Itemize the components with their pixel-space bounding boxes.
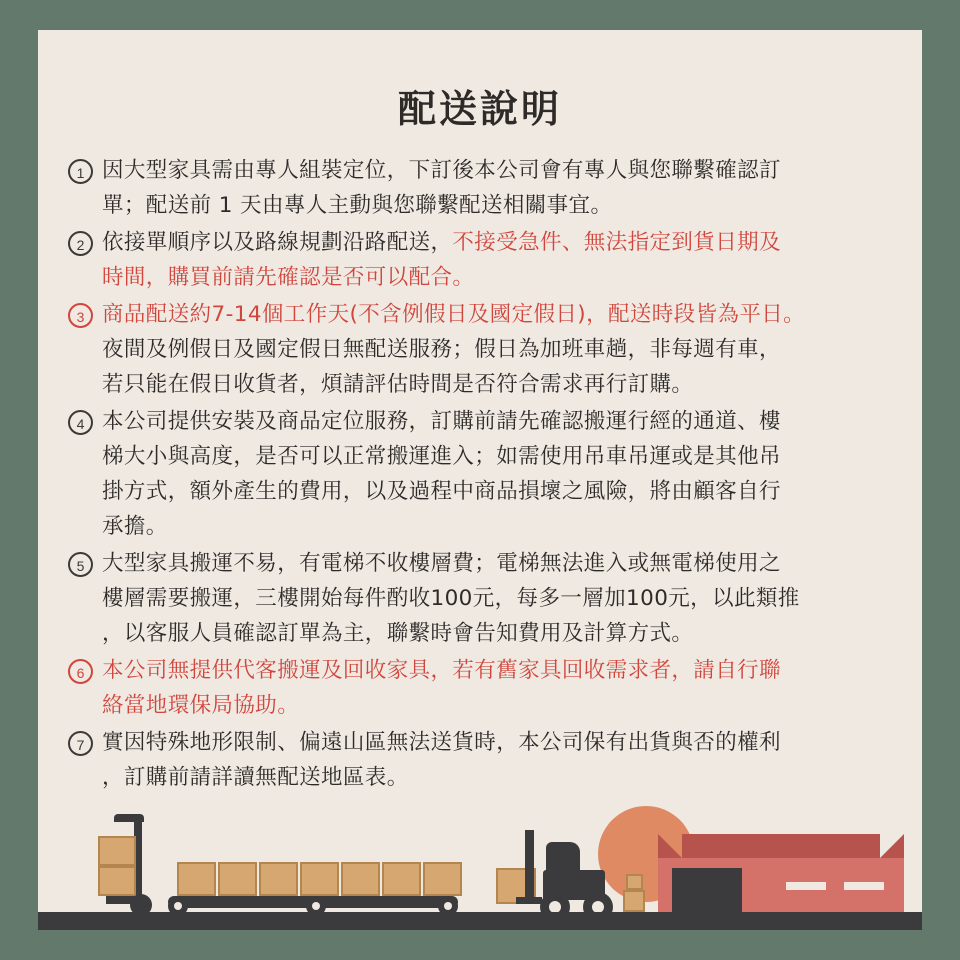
delivery-term-text (102, 725, 781, 795)
warehouse-window-icon (786, 882, 826, 890)
page-title: 配送說明 (397, 87, 562, 131)
cardboard-box-icon (218, 862, 257, 896)
delivery-term-item (68, 297, 894, 402)
delivery-term-line (102, 332, 805, 367)
delivery-term-text (102, 297, 805, 402)
delivery-term-item (68, 653, 894, 723)
delivery-term-line (102, 509, 781, 544)
cardboard-box-icon (382, 862, 421, 896)
delivery-term-item (68, 153, 894, 223)
delivery-term-line (102, 653, 781, 688)
delivery-info-card (38, 30, 922, 930)
forklift-cab-icon (546, 842, 580, 872)
warehouse-door-icon (672, 868, 742, 912)
delivery-terms-list (38, 153, 922, 795)
warehouse-roof-left-icon (658, 834, 682, 858)
delivery-term-line (102, 297, 805, 332)
delivery-term-line (102, 688, 781, 723)
list-number-badge: 6 (68, 659, 93, 684)
delivery-term-text (102, 546, 800, 651)
text-segment: ，訂購前請詳讀無配送地區表。 (102, 765, 409, 790)
text-segment: 承擔。 (102, 514, 168, 539)
text-segment: 時間，購買前請先確認是否可以配合。 (102, 265, 475, 290)
delivery-term-item (68, 225, 894, 295)
delivery-term-line (102, 616, 800, 651)
cardboard-box-icon (98, 836, 136, 866)
text-segment: 絡當地環保局協助。 (102, 693, 300, 718)
cardboard-box-icon (341, 862, 380, 896)
warehouse-roof-icon (682, 834, 880, 858)
text-segment: 依接單順序以及路線規劃沿路配送， (102, 230, 453, 255)
text-segment: 實因特殊地形限制、偏遠山區無法送貨時，本公司保有出貨與否的權利 (102, 730, 781, 755)
text-segment: 樓層需要搬運，三樓開始每件酌收100元，每多一層加100元，以此類推 (102, 586, 800, 611)
list-number-badge: 2 (68, 231, 93, 256)
text-segment: 因大型家具需由專人組裝定位，下訂後本公司會有專人與您聯繫確認訂 (102, 158, 781, 183)
delivery-term-line (102, 153, 781, 188)
cardboard-box-icon (300, 862, 339, 896)
delivery-term-line (102, 367, 805, 402)
delivery-term-line (102, 725, 781, 760)
text-segment: 掛方式，額外產生的費用，以及過程中商品損壞之風險，將由顧客自行 (102, 479, 781, 504)
cardboard-box-icon (623, 890, 645, 912)
forklift-fork-icon (516, 897, 542, 904)
text-segment: 夜間及例假日及國定假日無配送服務；假日為加班車趟，非每週有車， (102, 337, 781, 362)
delivery-term-line (102, 474, 781, 509)
warehouse-roof-right-icon (880, 834, 904, 858)
delivery-term-text (102, 404, 781, 544)
text-segment: 不接受急件、無法指定到貨日期及 (452, 230, 781, 255)
text-segment: 單；配送前 1 天由專人主動與您聯繫配送相關事宜。 (102, 193, 613, 218)
list-number-badge: 1 (68, 159, 93, 184)
delivery-term-line (102, 260, 781, 295)
cardboard-box-icon (423, 862, 462, 896)
warehouse-window-icon (844, 882, 884, 890)
list-number-badge: 3 (68, 303, 93, 328)
delivery-term-line (102, 581, 800, 616)
delivery-term-item (68, 546, 894, 651)
delivery-term-line (102, 404, 781, 439)
delivery-term-line (102, 188, 781, 223)
delivery-term-line (102, 225, 781, 260)
text-segment: 若只能在假日收貨者，煩請評估時間是否符合需求再行訂購。 (102, 372, 694, 397)
cardboard-box-icon (259, 862, 298, 896)
text-segment: 本公司提供安裝及商品定位服務，訂購前請先確認搬運行經的通道、樓 (102, 409, 781, 434)
cardboard-box-icon (626, 874, 643, 890)
list-number-badge: 5 (68, 552, 93, 577)
delivery-term-text (102, 653, 781, 723)
text-segment: 商品配送約7-14個工作天(不含例假日及國定假日)，配送時段皆為平日。 (102, 302, 806, 327)
delivery-term-text (102, 225, 781, 295)
text-segment: 大型家具搬運不易，有電梯不收樓層費；電梯無法進入或無電梯使用之 (102, 551, 781, 576)
delivery-term-line (102, 439, 781, 474)
text-segment: ，以客服人員確認訂單為主，聯繫時會告知費用及計算方式。 (102, 621, 694, 646)
text-segment: 本公司無提供代客搬運及回收家具，若有舊家具回收需求者，請自行聯 (102, 658, 781, 683)
cardboard-box-icon (177, 862, 216, 896)
delivery-term-text (102, 153, 781, 223)
ground-line (38, 912, 922, 930)
text-segment: 梯大小與高度，是否可以正常搬運進入；如需使用吊車吊運或是其他吊 (102, 444, 781, 469)
list-number-badge: 4 (68, 410, 93, 435)
cardboard-box-icon (98, 866, 136, 896)
logistics-illustration (38, 790, 922, 930)
delivery-term-item (68, 725, 894, 795)
delivery-term-line (102, 546, 800, 581)
forklift-mast-icon (525, 830, 534, 904)
list-number-badge: 7 (68, 731, 93, 756)
delivery-term-item (68, 404, 894, 544)
